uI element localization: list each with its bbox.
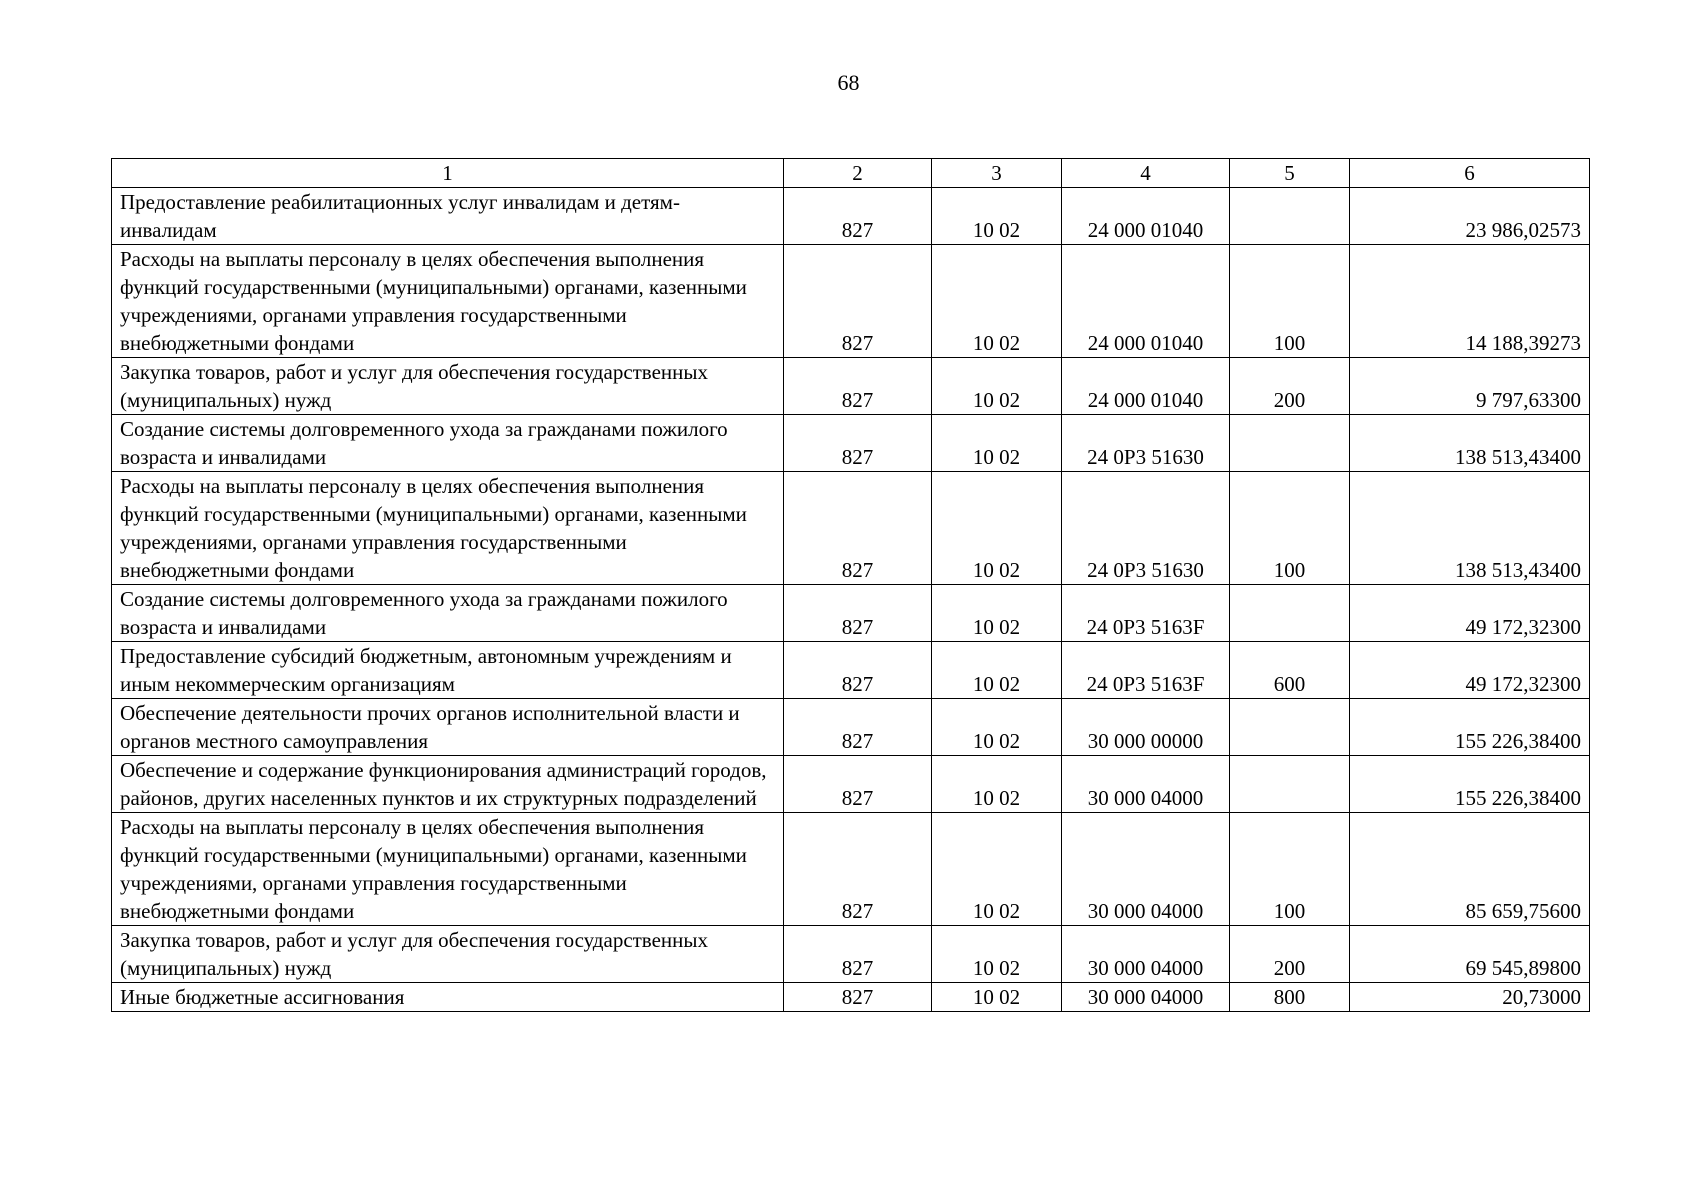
row-amount: 69 545,89800 bbox=[1350, 926, 1590, 983]
row-target: 30 000 00000 bbox=[1062, 699, 1230, 756]
table-header bbox=[112, 159, 1590, 188]
row-target: 24 000 01040 bbox=[1062, 245, 1230, 358]
column-header-3: 3 bbox=[932, 159, 1062, 188]
row-grbs: 827 bbox=[784, 642, 932, 699]
column-header-2: 2 bbox=[784, 159, 932, 188]
row-grbs: 827 bbox=[784, 245, 932, 358]
row-name: Создание системы долговременного ухода за гражданами пожилого возраста и инвалидами bbox=[112, 585, 784, 642]
row-grbs: 827 bbox=[784, 926, 932, 983]
row-target: 24 0P3 5163F bbox=[1062, 585, 1230, 642]
row-section: 10 02 bbox=[932, 813, 1062, 926]
row-section: 10 02 bbox=[932, 926, 1062, 983]
table-row bbox=[112, 813, 1590, 926]
row-name: Расходы на выплаты персоналу в целях обеспечения выполнения функций государственными (муниципальными) органами, казенными учреждениями, органами управления государственными внебюджетными фондами bbox=[112, 813, 784, 926]
row-amount: 155 226,38400 bbox=[1350, 699, 1590, 756]
row-amount: 9 797,63300 bbox=[1350, 358, 1590, 415]
row-target: 30 000 04000 bbox=[1062, 983, 1230, 1012]
row-amount: 49 172,32300 bbox=[1350, 585, 1590, 642]
row-name: Обеспечение деятельности прочих органов исполнительной власти и органов местного самоуправления bbox=[112, 699, 784, 756]
row-grbs: 827 bbox=[784, 983, 932, 1012]
row-target: 24 0P3 5163F bbox=[1062, 642, 1230, 699]
page-number: 68 bbox=[837, 70, 860, 95]
row-amount: 49 172,32300 bbox=[1350, 642, 1590, 699]
table-row bbox=[112, 756, 1590, 813]
row-section: 10 02 bbox=[932, 585, 1062, 642]
row-type: 100 bbox=[1230, 245, 1350, 358]
row-type bbox=[1230, 756, 1350, 813]
column-header-5: 5 bbox=[1230, 159, 1350, 188]
table-body bbox=[112, 188, 1590, 1012]
header-row bbox=[112, 159, 1590, 188]
row-name: Предоставление реабилитационных услуг инвалидам и детям-инвалидам bbox=[112, 188, 784, 245]
row-name: Иные бюджетные ассигнования bbox=[112, 983, 784, 1012]
row-name: Расходы на выплаты персоналу в целях обеспечения выполнения функций государственными (муниципальными) органами, казенными учреждениями, органами управления государственными внебюджетными фондами bbox=[112, 245, 784, 358]
row-amount: 20,73000 bbox=[1350, 983, 1590, 1012]
row-section: 10 02 bbox=[932, 756, 1062, 813]
row-section: 10 02 bbox=[932, 415, 1062, 472]
table-row bbox=[112, 585, 1590, 642]
row-section: 10 02 bbox=[932, 188, 1062, 245]
row-target: 30 000 04000 bbox=[1062, 756, 1230, 813]
row-grbs: 827 bbox=[784, 188, 932, 245]
row-target: 24 0P3 51630 bbox=[1062, 415, 1230, 472]
row-type bbox=[1230, 188, 1350, 245]
table-row bbox=[112, 983, 1590, 1012]
row-amount: 23 986,02573 bbox=[1350, 188, 1590, 245]
row-name: Создание системы долговременного ухода за гражданами пожилого возраста и инвалидами bbox=[112, 415, 784, 472]
row-section: 10 02 bbox=[932, 358, 1062, 415]
row-target: 30 000 04000 bbox=[1062, 813, 1230, 926]
row-type: 200 bbox=[1230, 926, 1350, 983]
column-header-1: 1 bbox=[112, 159, 784, 188]
row-grbs: 827 bbox=[784, 415, 932, 472]
row-target: 24 0P3 51630 bbox=[1062, 472, 1230, 585]
row-type: 100 bbox=[1230, 472, 1350, 585]
table-row bbox=[112, 245, 1590, 358]
budget-table bbox=[111, 158, 1590, 1012]
row-amount: 138 513,43400 bbox=[1350, 472, 1590, 585]
row-section: 10 02 bbox=[932, 699, 1062, 756]
row-section: 10 02 bbox=[932, 245, 1062, 358]
row-type: 800 bbox=[1230, 983, 1350, 1012]
row-target: 30 000 04000 bbox=[1062, 926, 1230, 983]
row-amount: 14 188,39273 bbox=[1350, 245, 1590, 358]
row-type bbox=[1230, 415, 1350, 472]
table-row bbox=[112, 188, 1590, 245]
table-row bbox=[112, 699, 1590, 756]
row-type bbox=[1230, 699, 1350, 756]
row-grbs: 827 bbox=[784, 472, 932, 585]
row-name: Предоставление субсидий бюджетным, автономным учреждениям и иным некоммерческим организациям bbox=[112, 642, 784, 699]
row-grbs: 827 bbox=[784, 358, 932, 415]
row-grbs: 827 bbox=[784, 585, 932, 642]
row-amount: 155 226,38400 bbox=[1350, 756, 1590, 813]
table-row bbox=[112, 926, 1590, 983]
table-row bbox=[112, 358, 1590, 415]
column-header-4: 4 bbox=[1062, 159, 1230, 188]
row-grbs: 827 bbox=[784, 756, 932, 813]
row-grbs: 827 bbox=[784, 813, 932, 926]
row-type: 100 bbox=[1230, 813, 1350, 926]
row-section: 10 02 bbox=[932, 642, 1062, 699]
row-type bbox=[1230, 585, 1350, 642]
table-row bbox=[112, 642, 1590, 699]
table-row bbox=[112, 415, 1590, 472]
row-amount: 85 659,75600 bbox=[1350, 813, 1590, 926]
row-section: 10 02 bbox=[932, 472, 1062, 585]
column-header-6: 6 bbox=[1350, 159, 1590, 188]
row-name: Обеспечение и содержание функционирования администраций городов, районов, других населенных пунктов и их структурных подразделений bbox=[112, 756, 784, 813]
row-name: Закупка товаров, работ и услуг для обеспечения государственных (муниципальных) нужд bbox=[112, 926, 784, 983]
row-target: 24 000 01040 bbox=[1062, 358, 1230, 415]
row-amount: 138 513,43400 bbox=[1350, 415, 1590, 472]
row-type: 600 bbox=[1230, 642, 1350, 699]
row-grbs: 827 bbox=[784, 699, 932, 756]
row-target: 24 000 01040 bbox=[1062, 188, 1230, 245]
row-section: 10 02 bbox=[932, 983, 1062, 1012]
table-row bbox=[112, 472, 1590, 585]
row-type: 200 bbox=[1230, 358, 1350, 415]
row-name: Расходы на выплаты персоналу в целях обеспечения выполнения функций государственными (муниципальными) органами, казенными учреждениями, органами управления государственными внебюджетными фондами bbox=[112, 472, 784, 585]
row-name: Закупка товаров, работ и услуг для обеспечения государственных (муниципальных) нужд bbox=[112, 358, 784, 415]
